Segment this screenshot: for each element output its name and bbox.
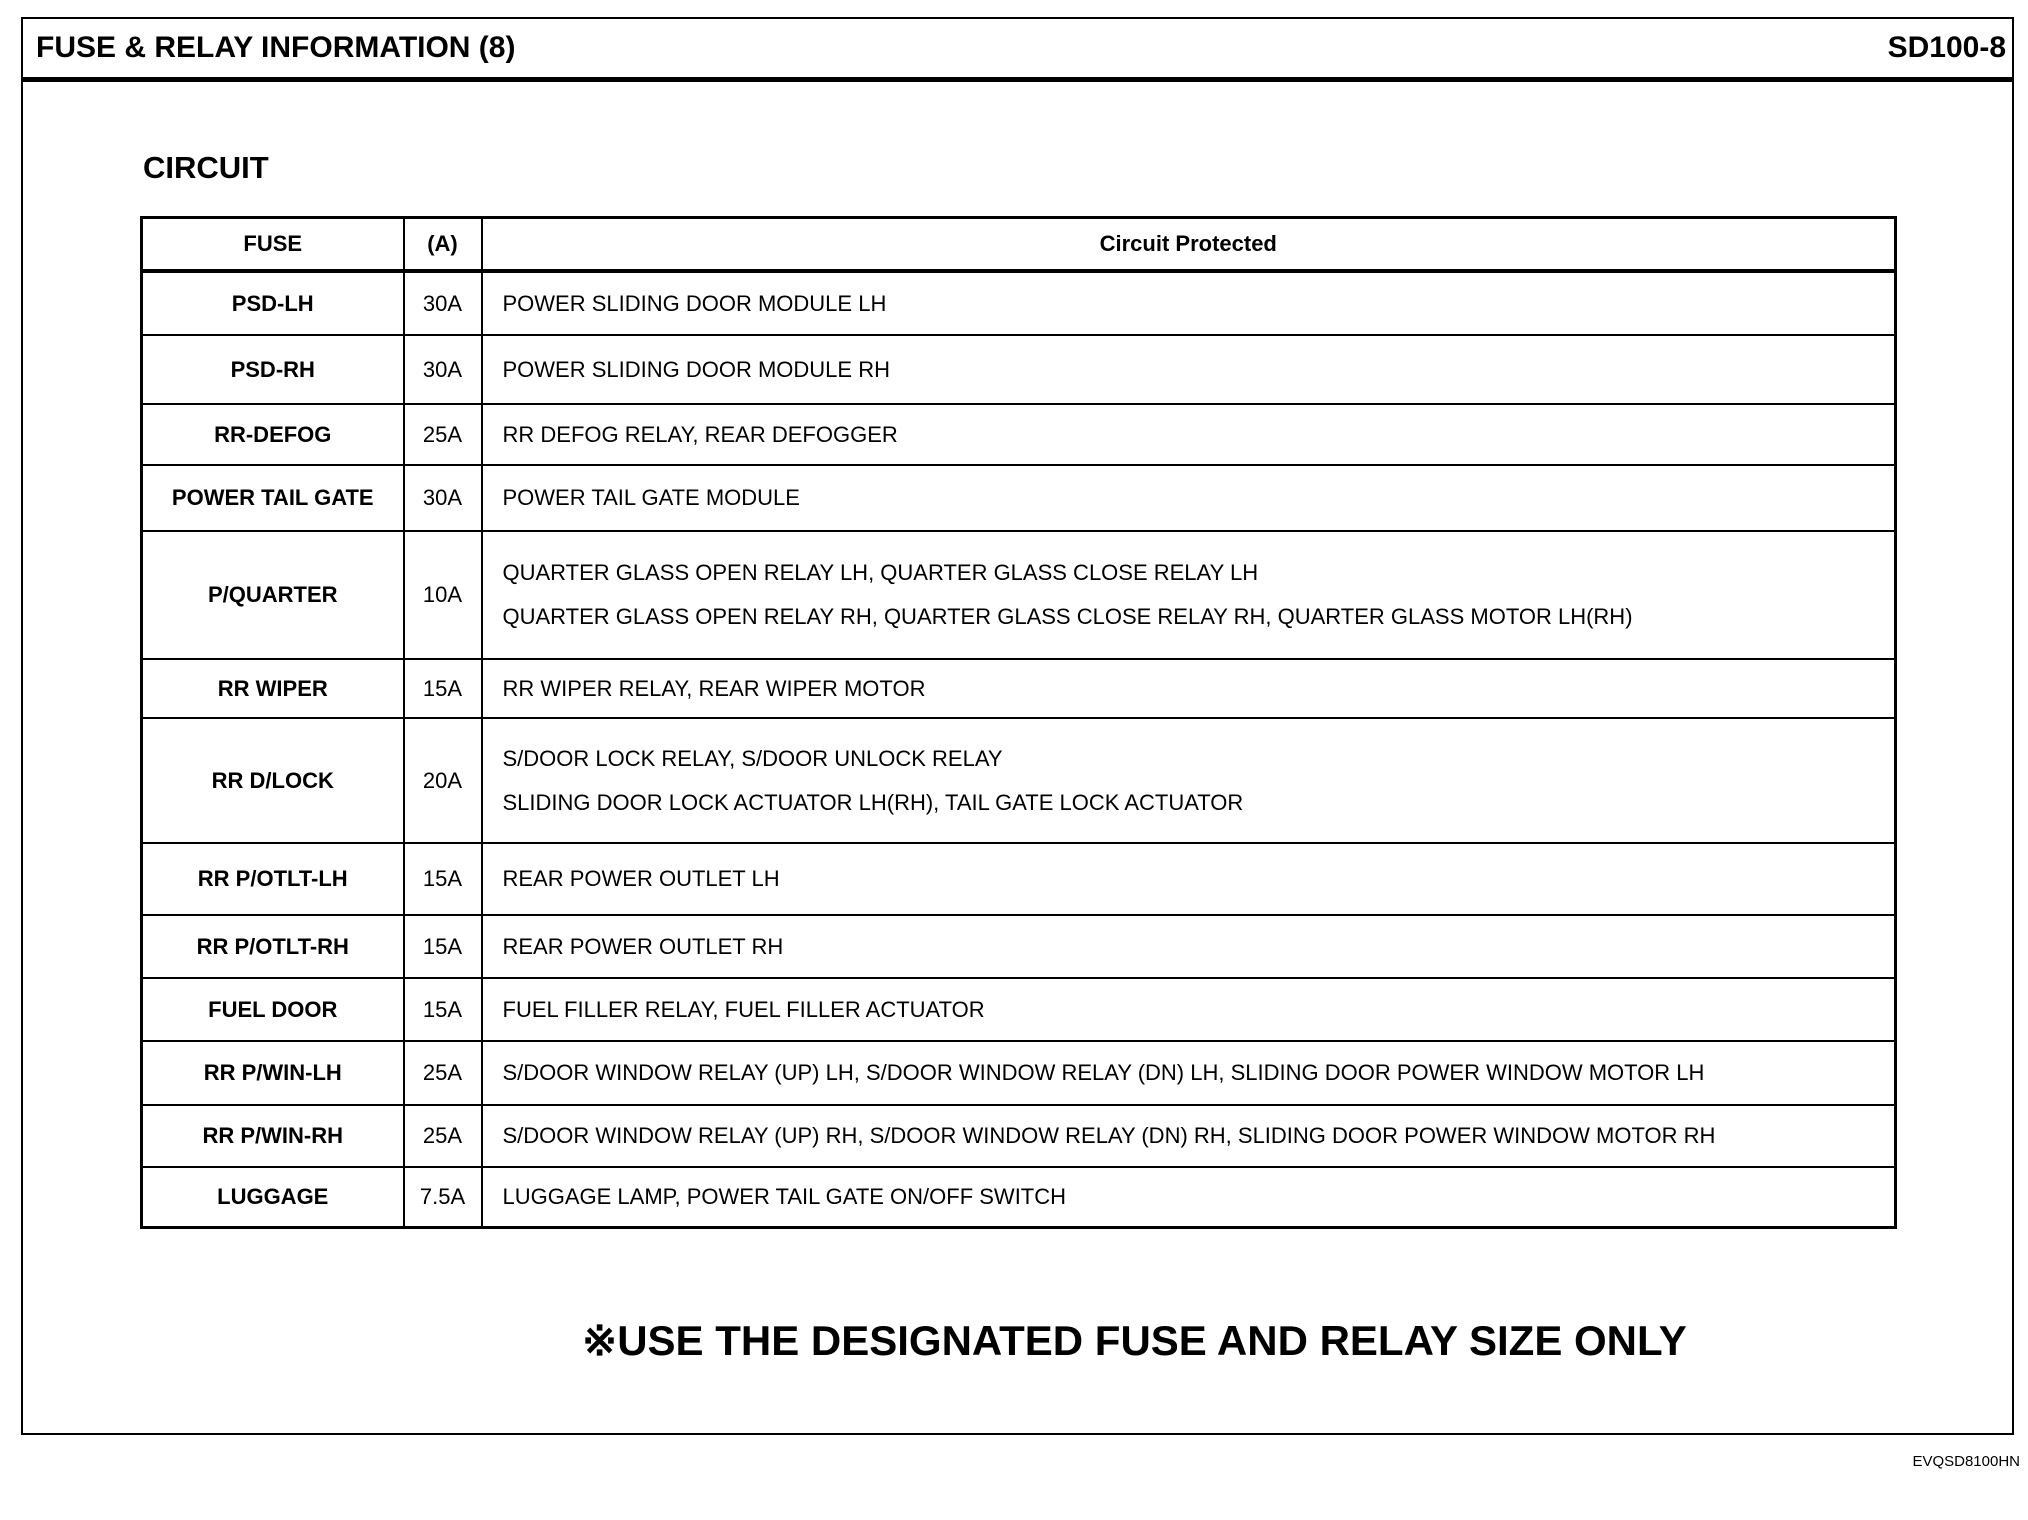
table-row — [142, 978, 1896, 1041]
fuse-amperage: 30A — [404, 465, 482, 531]
section-title: CIRCUIT — [143, 150, 269, 185]
page-title: FUSE & RELAY INFORMATION (8) — [36, 31, 516, 64]
fuse-name: RR P/OTLT-RH — [142, 915, 404, 978]
table-row — [142, 465, 1896, 531]
circuit-protected — [482, 1105, 1896, 1167]
fuse-amperage: 15A — [404, 659, 482, 718]
circuit-line: RR WIPER RELAY, REAR WIPER MOTOR — [502, 675, 926, 701]
circuit-protected — [482, 718, 1896, 843]
fuse-name: RR P/WIN-RH — [142, 1105, 404, 1167]
circuit-line: SLIDING DOOR LOCK ACTUATOR LH(RH), TAIL GATE LOCK ACTUATOR — [502, 789, 1244, 815]
column-header-fuse: FUSE — [142, 218, 404, 272]
table-row — [142, 271, 1896, 335]
table-header-row — [142, 218, 1896, 272]
fuse-amperage: 15A — [404, 978, 482, 1041]
page-code: SD100-8 — [1887, 31, 2006, 64]
circuit-line: LUGGAGE LAMP, POWER TAIL GATE ON/OFF SWITCH — [502, 1183, 1067, 1209]
fuse-amperage: 25A — [404, 1105, 482, 1167]
table-row — [142, 1105, 1896, 1167]
circuit-protected — [482, 915, 1896, 978]
column-header-circuit: Circuit Protected — [482, 218, 1896, 272]
circuit-line: POWER SLIDING DOOR MODULE LH — [502, 290, 887, 316]
fuse-table — [140, 216, 1897, 1229]
circuit-line: FUEL FILLER RELAY, FUEL FILLER ACTUATOR — [502, 996, 985, 1022]
circuit-line: QUARTER GLASS OPEN RELAY RH, QUARTER GLASS CLOSE RELAY RH, QUARTER GLASS MOTOR LH(RH) — [502, 604, 1633, 629]
fuse-amperage: 20A — [404, 718, 482, 843]
fuse-amperage: 25A — [404, 1041, 482, 1105]
circuit-line: S/DOOR WINDOW RELAY (UP) RH, S/DOOR WINDOW RELAY (DN) RH, SLIDING DOOR POWER WINDOW MOTOR RH — [502, 1123, 1716, 1148]
fuse-amperage: 7.5A — [404, 1167, 482, 1227]
table-row — [142, 659, 1896, 718]
circuit-protected — [482, 465, 1896, 531]
circuit-line: REAR POWER OUTLET RH — [502, 933, 784, 959]
circuit-protected — [482, 1167, 1896, 1227]
column-header-amp: (A) — [404, 218, 482, 272]
fuse-name: RR WIPER — [142, 659, 404, 718]
fuse-name: LUGGAGE — [142, 1167, 404, 1227]
table-row — [142, 718, 1896, 843]
circuit-protected — [482, 978, 1896, 1041]
circuit-protected — [482, 335, 1896, 404]
fuse-amperage: 30A — [404, 271, 482, 335]
fuse-name: P/QUARTER — [142, 531, 404, 659]
table-row — [142, 335, 1896, 404]
circuit-protected — [482, 1041, 1896, 1105]
circuit-line: POWER TAIL GATE MODULE — [502, 485, 800, 510]
table-row — [142, 843, 1896, 915]
fuse-amperage: 25A — [404, 404, 482, 465]
circuit-line: RR DEFOG RELAY, REAR DEFOGGER — [502, 421, 898, 447]
fuse-name: RR P/WIN-LH — [142, 1041, 404, 1105]
document-id: EVQSD8100HN — [1912, 1453, 2020, 1470]
fuse-amperage: 30A — [404, 335, 482, 404]
fuse-name: PSD-LH — [142, 271, 404, 335]
usage-note: ※USE THE DESIGNATED FUSE AND RELAY SIZE ONLY — [582, 1317, 1687, 1364]
header-divider — [21, 77, 2014, 82]
circuit-line: S/DOOR LOCK RELAY, S/DOOR UNLOCK RELAY — [502, 745, 1003, 771]
table-row — [142, 1041, 1896, 1105]
circuit-protected — [482, 404, 1896, 465]
fuse-name: RR D/LOCK — [142, 718, 404, 843]
table-row — [142, 531, 1896, 659]
fuse-name: RR P/OTLT-LH — [142, 843, 404, 915]
table-row — [142, 404, 1896, 465]
circuit-protected — [482, 531, 1896, 659]
circuit-line: QUARTER GLASS OPEN RELAY LH, QUARTER GLASS CLOSE RELAY LH — [502, 560, 1259, 585]
circuit-protected — [482, 271, 1896, 335]
fuse-name: POWER TAIL GATE — [142, 465, 404, 531]
fuse-name: PSD-RH — [142, 335, 404, 404]
fuse-name: FUEL DOOR — [142, 978, 404, 1041]
circuit-protected — [482, 843, 1896, 915]
circuit-line: S/DOOR WINDOW RELAY (UP) LH, S/DOOR WINDOW RELAY (DN) LH, SLIDING DOOR POWER WINDOW MOTOR LH — [502, 1060, 1705, 1085]
fuse-amperage: 15A — [404, 915, 482, 978]
table-row — [142, 1167, 1896, 1227]
circuit-line: REAR POWER OUTLET LH — [502, 866, 780, 891]
fuse-amperage: 10A — [404, 531, 482, 659]
table-row — [142, 915, 1896, 978]
fuse-amperage: 15A — [404, 843, 482, 915]
circuit-line: POWER SLIDING DOOR MODULE RH — [502, 356, 890, 382]
fuse-name: RR-DEFOG — [142, 404, 404, 465]
circuit-protected — [482, 659, 1896, 718]
